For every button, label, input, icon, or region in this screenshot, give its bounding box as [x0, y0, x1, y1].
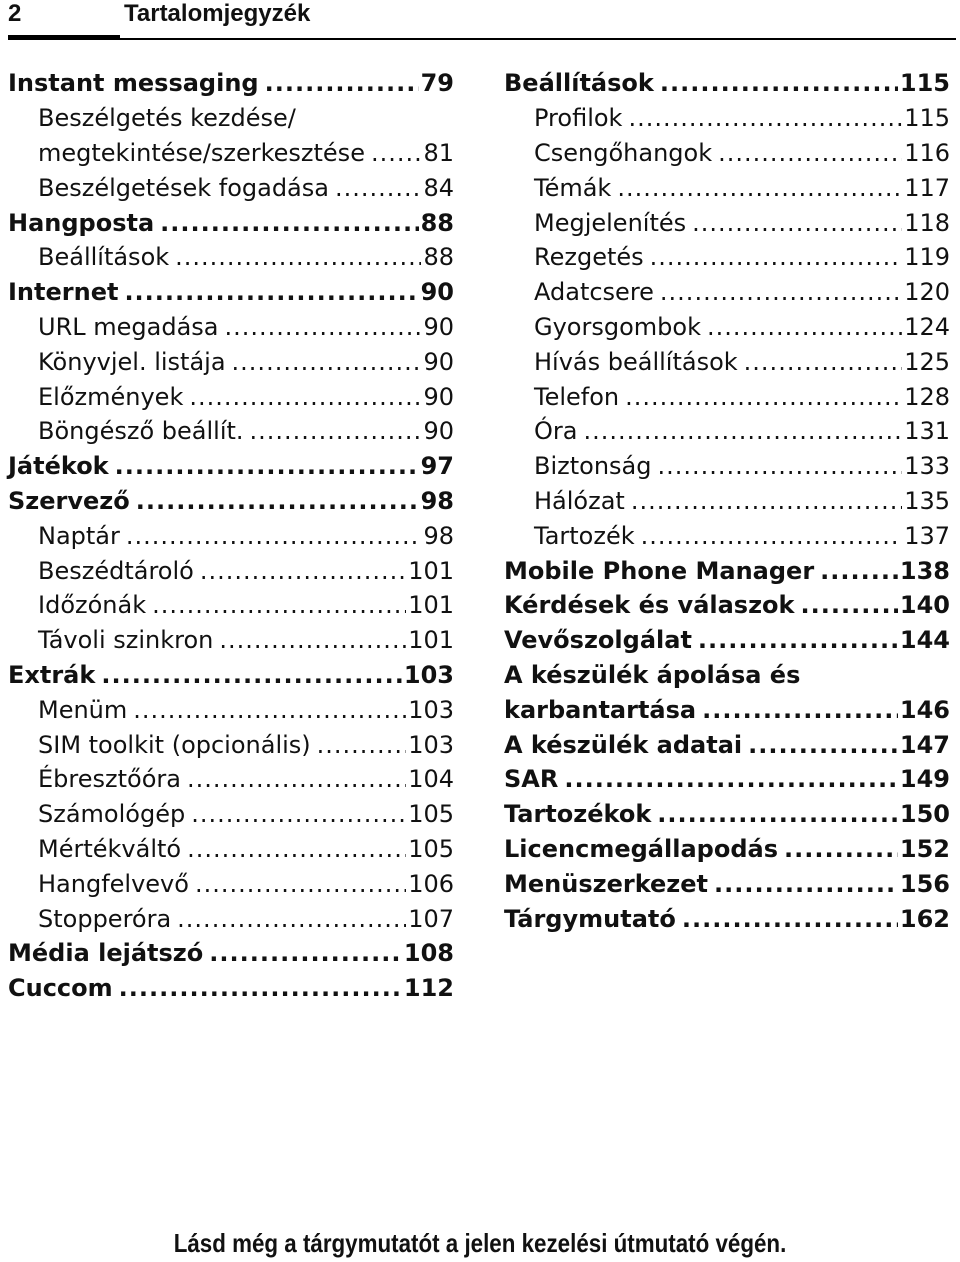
- toc-entry-label: Számológép: [38, 800, 186, 829]
- toc-entry-page: 88: [420, 208, 454, 237]
- toc-dot-leader: [625, 383, 902, 411]
- toc-entry-label: SIM toolkit (opcionális): [38, 730, 311, 759]
- toc-entry-page: 135: [904, 486, 950, 515]
- toc-entry[interactable]: [504, 66, 950, 101]
- toc-entry-page: 88: [423, 243, 454, 272]
- toc-entry[interactable]: [504, 727, 950, 762]
- toc-entry-page: 144: [899, 626, 950, 655]
- toc-dot-leader: [177, 905, 406, 933]
- toc-entry[interactable]: [8, 588, 454, 623]
- toc-entry[interactable]: [504, 623, 950, 658]
- toc-entry[interactable]: [8, 658, 454, 693]
- toc-entry-page: 152: [899, 834, 950, 863]
- toc-entry-label: Csengőhangok: [534, 138, 713, 167]
- toc-entry[interactable]: [8, 414, 454, 449]
- toc-entry-page: 124: [904, 312, 950, 341]
- toc-entry-label: Cuccom: [8, 974, 113, 1003]
- toc-entry[interactable]: [504, 379, 950, 414]
- toc-entry-label: Előzmények: [38, 382, 184, 411]
- toc-entry-label: Hívás beállítások: [534, 347, 738, 376]
- toc-entry-label: Telefon: [534, 382, 620, 411]
- toc-entry-page: 106: [408, 869, 454, 898]
- toc-dot-leader: [160, 209, 418, 237]
- toc-entry[interactable]: [504, 170, 950, 205]
- toc-entry[interactable]: [8, 66, 454, 101]
- toc-entry[interactable]: [504, 553, 950, 588]
- toc-entry-label: Profilok: [534, 104, 623, 133]
- toc-entry-page: 79: [420, 69, 454, 98]
- toc-entry[interactable]: [8, 692, 454, 727]
- toc-entry-page: 131: [904, 417, 950, 446]
- toc-entry-label: Témák: [534, 173, 612, 202]
- toc-entry[interactable]: [8, 170, 454, 205]
- toc-entry-label: Gyorsgombok: [534, 312, 701, 341]
- toc-entry-page: 101: [408, 626, 454, 655]
- page-title: Tartalomjegyzék: [124, 0, 311, 27]
- toc-entry-page: 140: [899, 591, 950, 620]
- toc-dot-leader: [744, 348, 903, 376]
- toc-entry-label: Tartozék: [534, 521, 635, 550]
- toc-entry-label: Beállítások: [38, 243, 170, 272]
- toc-entry-label: Licencmegállapodás: [504, 834, 778, 863]
- toc-entry[interactable]: [8, 310, 454, 345]
- toc-entry[interactable]: [8, 275, 454, 310]
- toc-entry[interactable]: [504, 136, 950, 171]
- toc-entry-page: 156: [899, 869, 950, 898]
- toc-entry[interactable]: [8, 727, 454, 762]
- toc-dot-leader: [224, 313, 421, 341]
- toc-entry[interactable]: [504, 344, 950, 379]
- toc-entry-label: A készülék ápolása és: [504, 660, 801, 689]
- toc-entry-page: 150: [899, 800, 950, 829]
- toc-dot-leader: [657, 800, 898, 828]
- toc-entry-page: 101: [408, 591, 454, 620]
- toc-dot-leader: [115, 452, 419, 480]
- toc-entry[interactable]: [504, 832, 950, 867]
- toc-entry-label: Szervező: [8, 486, 130, 515]
- toc-entry-page: 149: [899, 765, 950, 794]
- toc-entry-label: Biztonság: [534, 452, 652, 481]
- toc-entry[interactable]: [8, 866, 454, 901]
- toc-entry-label: Megjelenítés: [534, 208, 687, 237]
- toc-entry-page: 90: [423, 417, 454, 446]
- toc-dot-leader: [189, 383, 421, 411]
- toc-dot-leader: [200, 557, 406, 585]
- toc-dot-leader: [650, 243, 903, 271]
- toc-entry-label: Média lejátszó: [8, 939, 204, 968]
- toc-dot-leader: [232, 348, 422, 376]
- toc-dot-leader: [702, 696, 898, 724]
- toc-dot-leader: [698, 626, 898, 654]
- toc-entry-page: 105: [408, 834, 454, 863]
- toc-dot-leader: [583, 417, 902, 445]
- toc-entry[interactable]: [504, 692, 950, 727]
- toc-entry-page: 112: [403, 974, 454, 1003]
- toc-dot-leader: [564, 765, 898, 793]
- toc-entry-label: Ébresztőóra: [38, 765, 181, 794]
- toc-entry-label: Beállítások: [504, 69, 654, 98]
- toc-entry-label: Kérdések és válaszok: [504, 591, 795, 620]
- toc-entry[interactable]: [504, 414, 950, 449]
- toc-entry-page: 146: [899, 695, 950, 724]
- toc-entry-label: Instant messaging: [8, 69, 259, 98]
- toc-entry-label: Beszélgetések fogadása: [38, 173, 329, 202]
- toc-entry[interactable]: [8, 762, 454, 797]
- toc-entry[interactable]: [8, 971, 454, 1006]
- toc-dot-leader: [187, 765, 406, 793]
- toc-dot-leader: [219, 626, 406, 654]
- toc-entry-label: megtekintése/szerkesztése: [38, 138, 365, 167]
- toc-entry-page: 117: [904, 173, 950, 202]
- toc-entry[interactable]: [504, 205, 950, 240]
- toc-entry-label: Böngésző beállít.: [38, 417, 244, 446]
- toc-entry[interactable]: [8, 484, 454, 519]
- toc-entry-label: Hangfelvevő: [38, 869, 189, 898]
- toc-entry-page: 115: [904, 104, 950, 133]
- toc-entry-page: 118: [904, 208, 950, 237]
- toc-entry[interactable]: [8, 101, 454, 136]
- toc-entry[interactable]: [504, 310, 950, 345]
- toc-dot-leader: [657, 452, 902, 480]
- toc-entry-label: Stopperóra: [38, 904, 172, 933]
- toc-entry-label: Menüm: [38, 695, 128, 724]
- toc-entry-page: 128: [904, 382, 950, 411]
- toc-dot-leader: [317, 731, 407, 759]
- toc-entry[interactable]: [504, 484, 950, 519]
- toc-entry[interactable]: [504, 866, 950, 901]
- toc-dot-leader: [265, 69, 419, 97]
- toc-entry-page: 101: [408, 556, 454, 585]
- toc-entry-page: 147: [899, 730, 950, 759]
- toc-dot-leader: [124, 278, 418, 306]
- toc-entry-page: 90: [420, 278, 454, 307]
- toc-entry-page: 138: [899, 556, 950, 585]
- toc-entry-page: 137: [904, 521, 950, 550]
- toc-dot-leader: [152, 591, 406, 619]
- toc-entry-page: 105: [408, 800, 454, 829]
- toc-dot-leader: [660, 278, 902, 306]
- toc-entry-label: Beszélgetés kezdése/: [38, 104, 296, 133]
- toc-entry-page: 119: [904, 243, 950, 272]
- toc-entry[interactable]: [504, 518, 950, 553]
- toc-dot-leader: [119, 974, 402, 1002]
- toc-entry[interactable]: [8, 901, 454, 936]
- toc-entry-page: 103: [408, 695, 454, 724]
- toc-dot-leader: [195, 870, 406, 898]
- toc-entry-label: Óra: [534, 417, 578, 446]
- toc-entry[interactable]: [8, 797, 454, 832]
- toc-entry-label: Könyvjel. listája: [38, 347, 226, 376]
- toc-entry-page: 97: [420, 452, 454, 481]
- toc-dot-leader: [187, 835, 406, 863]
- toc-dot-leader: [191, 800, 406, 828]
- toc-entry[interactable]: [504, 797, 950, 832]
- toc-entry-page: 98: [423, 521, 454, 550]
- toc-entry-page: 90: [423, 347, 454, 376]
- toc-dot-leader: [250, 417, 422, 445]
- toc-entry[interactable]: [504, 762, 950, 797]
- toc-dot-leader: [371, 139, 422, 167]
- toc-entry-page: 81: [423, 138, 454, 167]
- toc-entry-label: karbantartása: [504, 695, 697, 724]
- toc-entry-label: Időzónák: [38, 591, 147, 620]
- toc-dot-leader: [707, 313, 902, 341]
- toc-entry-label: Hangposta: [8, 208, 155, 237]
- toc-entry[interactable]: [504, 275, 950, 310]
- toc-dot-leader: [748, 731, 898, 759]
- toc-entry-label: Mértékváltó: [38, 834, 182, 863]
- toc-entry-page: 115: [899, 69, 950, 98]
- page-number: 2: [8, 0, 22, 27]
- toc-entry-label: Menüszerkezet: [504, 869, 709, 898]
- header-rule: [120, 38, 956, 40]
- toc-entry-label: SAR: [504, 765, 559, 794]
- toc-dot-leader: [641, 522, 903, 550]
- toc-dot-leader: [101, 661, 402, 689]
- toc-entry-page: 104: [408, 765, 454, 794]
- toc-entry[interactable]: [8, 832, 454, 867]
- toc-entry-page: 103: [403, 660, 454, 689]
- toc-entry[interactable]: [8, 518, 454, 553]
- toc-entry[interactable]: [8, 240, 454, 275]
- toc-entry-page: 120: [904, 278, 950, 307]
- toc-column-right: [504, 66, 950, 936]
- toc-entry-page: 116: [904, 138, 950, 167]
- toc-entry-page: 133: [904, 452, 950, 481]
- toc-dot-leader: [126, 522, 422, 550]
- toc-dot-leader: [660, 69, 898, 97]
- toc-entry-label: Vevőszolgálat: [504, 626, 692, 655]
- toc-entry-page: 125: [904, 347, 950, 376]
- toc-entry-label: Mobile Phone Manager: [504, 556, 815, 585]
- toc-entry-page: 107: [408, 904, 454, 933]
- toc-entry-label: Rezgetés: [534, 243, 644, 272]
- toc-entry-page: 90: [423, 312, 454, 341]
- toc-dot-leader: [628, 104, 902, 132]
- toc-dot-leader: [209, 939, 402, 967]
- toc-entry[interactable]: [8, 449, 454, 484]
- toc-entry-label: URL megadása: [38, 312, 219, 341]
- toc-dot-leader: [784, 835, 898, 863]
- toc-entry[interactable]: [8, 553, 454, 588]
- toc-entry[interactable]: [8, 379, 454, 414]
- toc-dot-leader: [136, 487, 419, 515]
- toc-dot-leader: [714, 870, 898, 898]
- toc-entry[interactable]: [8, 936, 454, 971]
- toc-entry-page: 108: [403, 939, 454, 968]
- toc-dot-leader: [682, 905, 898, 933]
- toc-entry[interactable]: [8, 623, 454, 658]
- toc-dot-leader: [175, 243, 421, 271]
- toc-entry[interactable]: [504, 449, 950, 484]
- toc-entry-page: 84: [423, 173, 454, 202]
- toc-entry[interactable]: [504, 240, 950, 275]
- toc-entry[interactable]: [8, 205, 454, 240]
- toc-entry-label: Tartozékok: [504, 800, 652, 829]
- toc-dot-leader: [820, 557, 898, 585]
- toc-entry-label: Játékok: [8, 452, 109, 481]
- toc-entry-label: Extrák: [8, 660, 96, 689]
- toc-dot-leader: [801, 591, 898, 619]
- toc-entry-page: 103: [408, 730, 454, 759]
- toc-dot-leader: [692, 209, 902, 237]
- toc-entry[interactable]: [504, 101, 950, 136]
- toc-entry[interactable]: [8, 136, 454, 171]
- footer-note: Lásd még a tárgymutatót a jelen kezelési útmutató végén.: [173, 1228, 787, 1258]
- toc-entry-label: Internet: [8, 278, 119, 307]
- toc-column-left: [8, 66, 454, 1006]
- toc-dot-leader: [335, 174, 421, 202]
- toc-dot-leader: [133, 696, 406, 724]
- toc-entry-page: 162: [899, 904, 950, 933]
- toc-entry-label: Tárgymutató: [504, 904, 676, 933]
- toc-entry-label: Adatcsere: [534, 278, 654, 307]
- toc-entry-label: Naptár: [38, 521, 120, 550]
- toc-dot-leader: [718, 139, 902, 167]
- toc-entry-label: Beszédtároló: [38, 556, 194, 585]
- toc-entry[interactable]: [504, 658, 950, 693]
- header-rule-thick: [8, 35, 120, 40]
- toc-entry[interactable]: [504, 588, 950, 623]
- toc-dot-leader: [631, 487, 902, 515]
- toc-entry[interactable]: [8, 344, 454, 379]
- toc-entry-label: A készülék adatai: [504, 730, 743, 759]
- toc-entry[interactable]: [504, 901, 950, 936]
- toc-entry-label: Távoli szinkron: [38, 626, 214, 655]
- page-header: [0, 0, 960, 46]
- toc-dot-leader: [617, 174, 902, 202]
- toc-entry-label: Hálózat: [534, 486, 625, 515]
- toc-entry-page: 90: [423, 382, 454, 411]
- toc-entry-page: 98: [420, 486, 454, 515]
